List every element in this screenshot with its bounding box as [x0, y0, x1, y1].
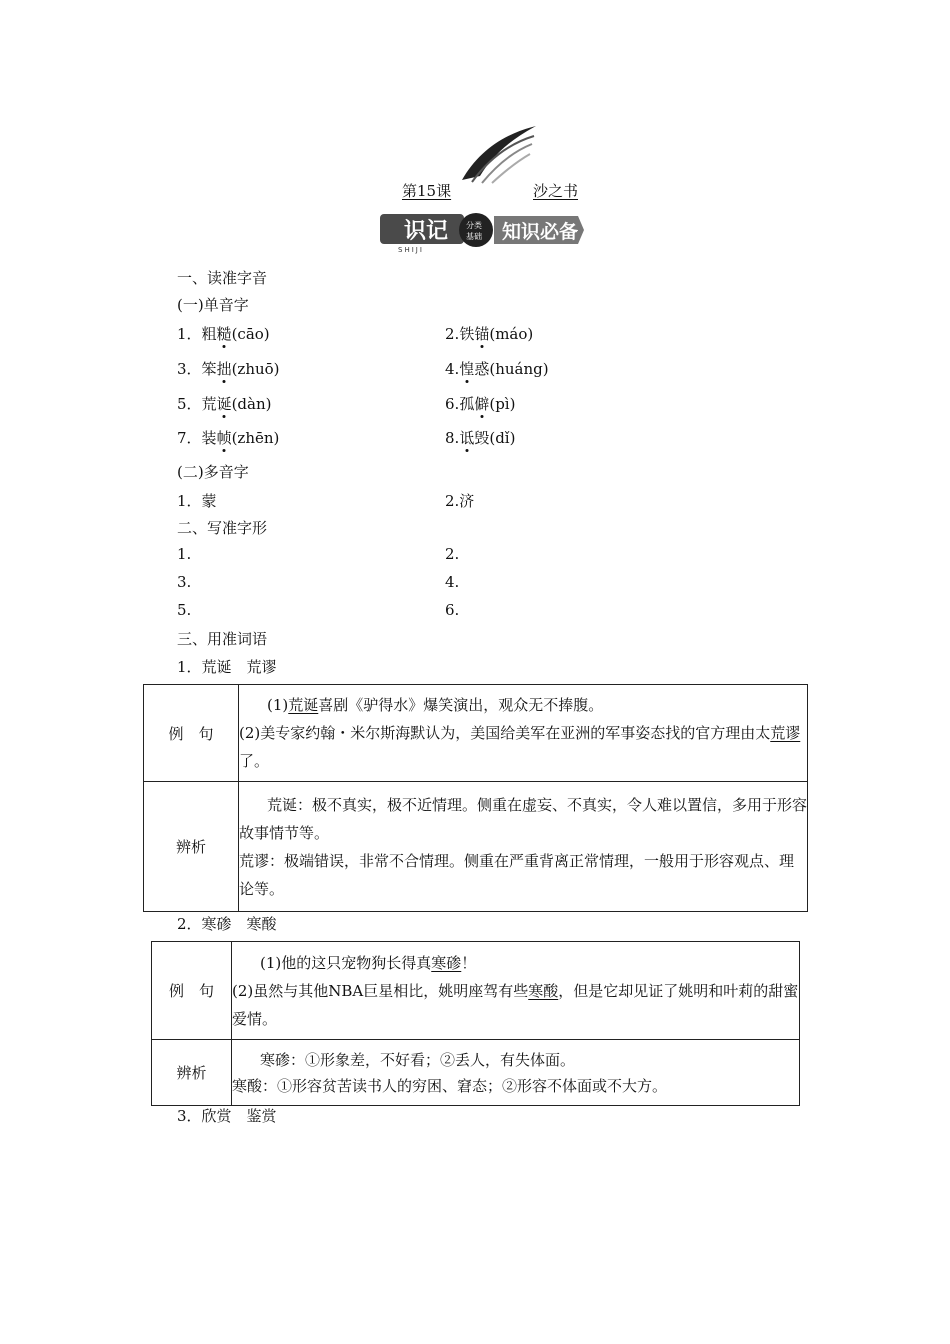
multi-item-1: 1．蒙: [177, 492, 217, 510]
section-1-title: 一、读准字音: [177, 269, 268, 287]
table2-example-cell: [232, 942, 800, 1040]
table1-example-cell: [239, 685, 808, 782]
section-2-title: 二、写准字形: [177, 519, 268, 537]
single-item-4: 4.惶惑(huáng): [445, 360, 549, 378]
single-item-5: 5．荒诞(dàn): [177, 395, 272, 413]
single-item-1: 1．粗糙(cāo): [177, 325, 270, 343]
banner-big-text-1: 识记: [404, 219, 449, 244]
glyph-item-3: 3.: [177, 573, 192, 591]
table2-analysis-label: 辨析: [152, 1040, 232, 1106]
table1-example-label: 例 句: [144, 685, 239, 782]
section-3-title: 三、用准词语: [177, 630, 268, 648]
multi-item-2: 2.济: [445, 492, 475, 510]
single-item-7: 7．装帧(zhēn): [177, 429, 280, 447]
multi-sound-title: (二)多音字: [177, 463, 249, 481]
word-pair-2-table: [151, 941, 800, 1106]
table1-example-2: (2)美专家约翰・米尔斯海默认为，美国给美军在亚洲的军事姿态找的官方理由太荒谬了。: [239, 724, 801, 770]
single-item-2: 2.铁锚(máo): [445, 325, 534, 343]
table1-example-1: (1)荒诞喜剧《驴得水》爆笑演出，观众无不捧腹。: [267, 696, 604, 714]
banner-small-text-1: 分类: [466, 221, 482, 230]
table2-analysis-cell: [232, 1040, 800, 1106]
table2-example-label: 例 句: [152, 942, 232, 1040]
table2-example-2: (2)虽然与其他NBA巨星相比，姚明座驾有些寒酸，但是它却见证了姚明和叶莉的甜蜜爱情。: [232, 981, 799, 1028]
single-sound-title: (一)单音字: [177, 296, 249, 314]
word-pair-1-table: [143, 684, 808, 912]
table2-analysis-2: 寒酸：①形容贫苦读书人的穷困、窘态；②形容不体面或不大方。: [232, 1076, 668, 1095]
word-pair-1-title: 1．荒诞 荒谬: [177, 658, 277, 676]
table2-example-1: (1)他的这只宠物狗长得真寒碜！: [260, 953, 477, 972]
table1-analysis-cell: [239, 782, 808, 912]
glyph-item-6: 6.: [445, 601, 460, 619]
single-item-6: 6.孤僻(pì): [445, 395, 516, 413]
lesson-title: 沙之书: [533, 182, 579, 200]
section-banner: [378, 210, 586, 254]
single-item-8: 8.诋毁(dǐ): [445, 429, 516, 447]
glyph-item-2: 2.: [445, 545, 460, 563]
single-item-3: 3．笨拙(zhuō): [177, 360, 280, 378]
glyph-item-5: 5.: [177, 601, 192, 619]
table1-analysis-label: 辨析: [144, 782, 239, 912]
lesson-number: 第15课: [402, 182, 452, 200]
table2-analysis-1: 寒碜：①形象差，不好看；②丢人，有失体面。: [260, 1050, 576, 1069]
header-swoosh-graphic: [458, 122, 538, 184]
word-pair-2-title: 2．寒碜 寒酸: [177, 915, 277, 933]
word-pair-3-title: 3．欣赏 鉴赏: [177, 1107, 277, 1125]
banner-pinyin: SHIJI: [398, 246, 424, 254]
table1-analysis-1: 荒诞：极不真实，极不近情理。侧重在虚妄、不真实，令人难以置信，多用于形容故事情节等。: [239, 795, 808, 842]
banner-big-text-2: 知识必备: [502, 221, 579, 243]
banner-small-text-2: 基础: [466, 232, 482, 241]
table1-analysis-2: 荒谬：极端错误，非常不合情理。侧重在严重背离正常情理，一般用于形容观点、理论等。: [239, 851, 795, 898]
glyph-item-1: 1.: [177, 545, 192, 563]
glyph-item-4: 4.: [445, 573, 460, 591]
